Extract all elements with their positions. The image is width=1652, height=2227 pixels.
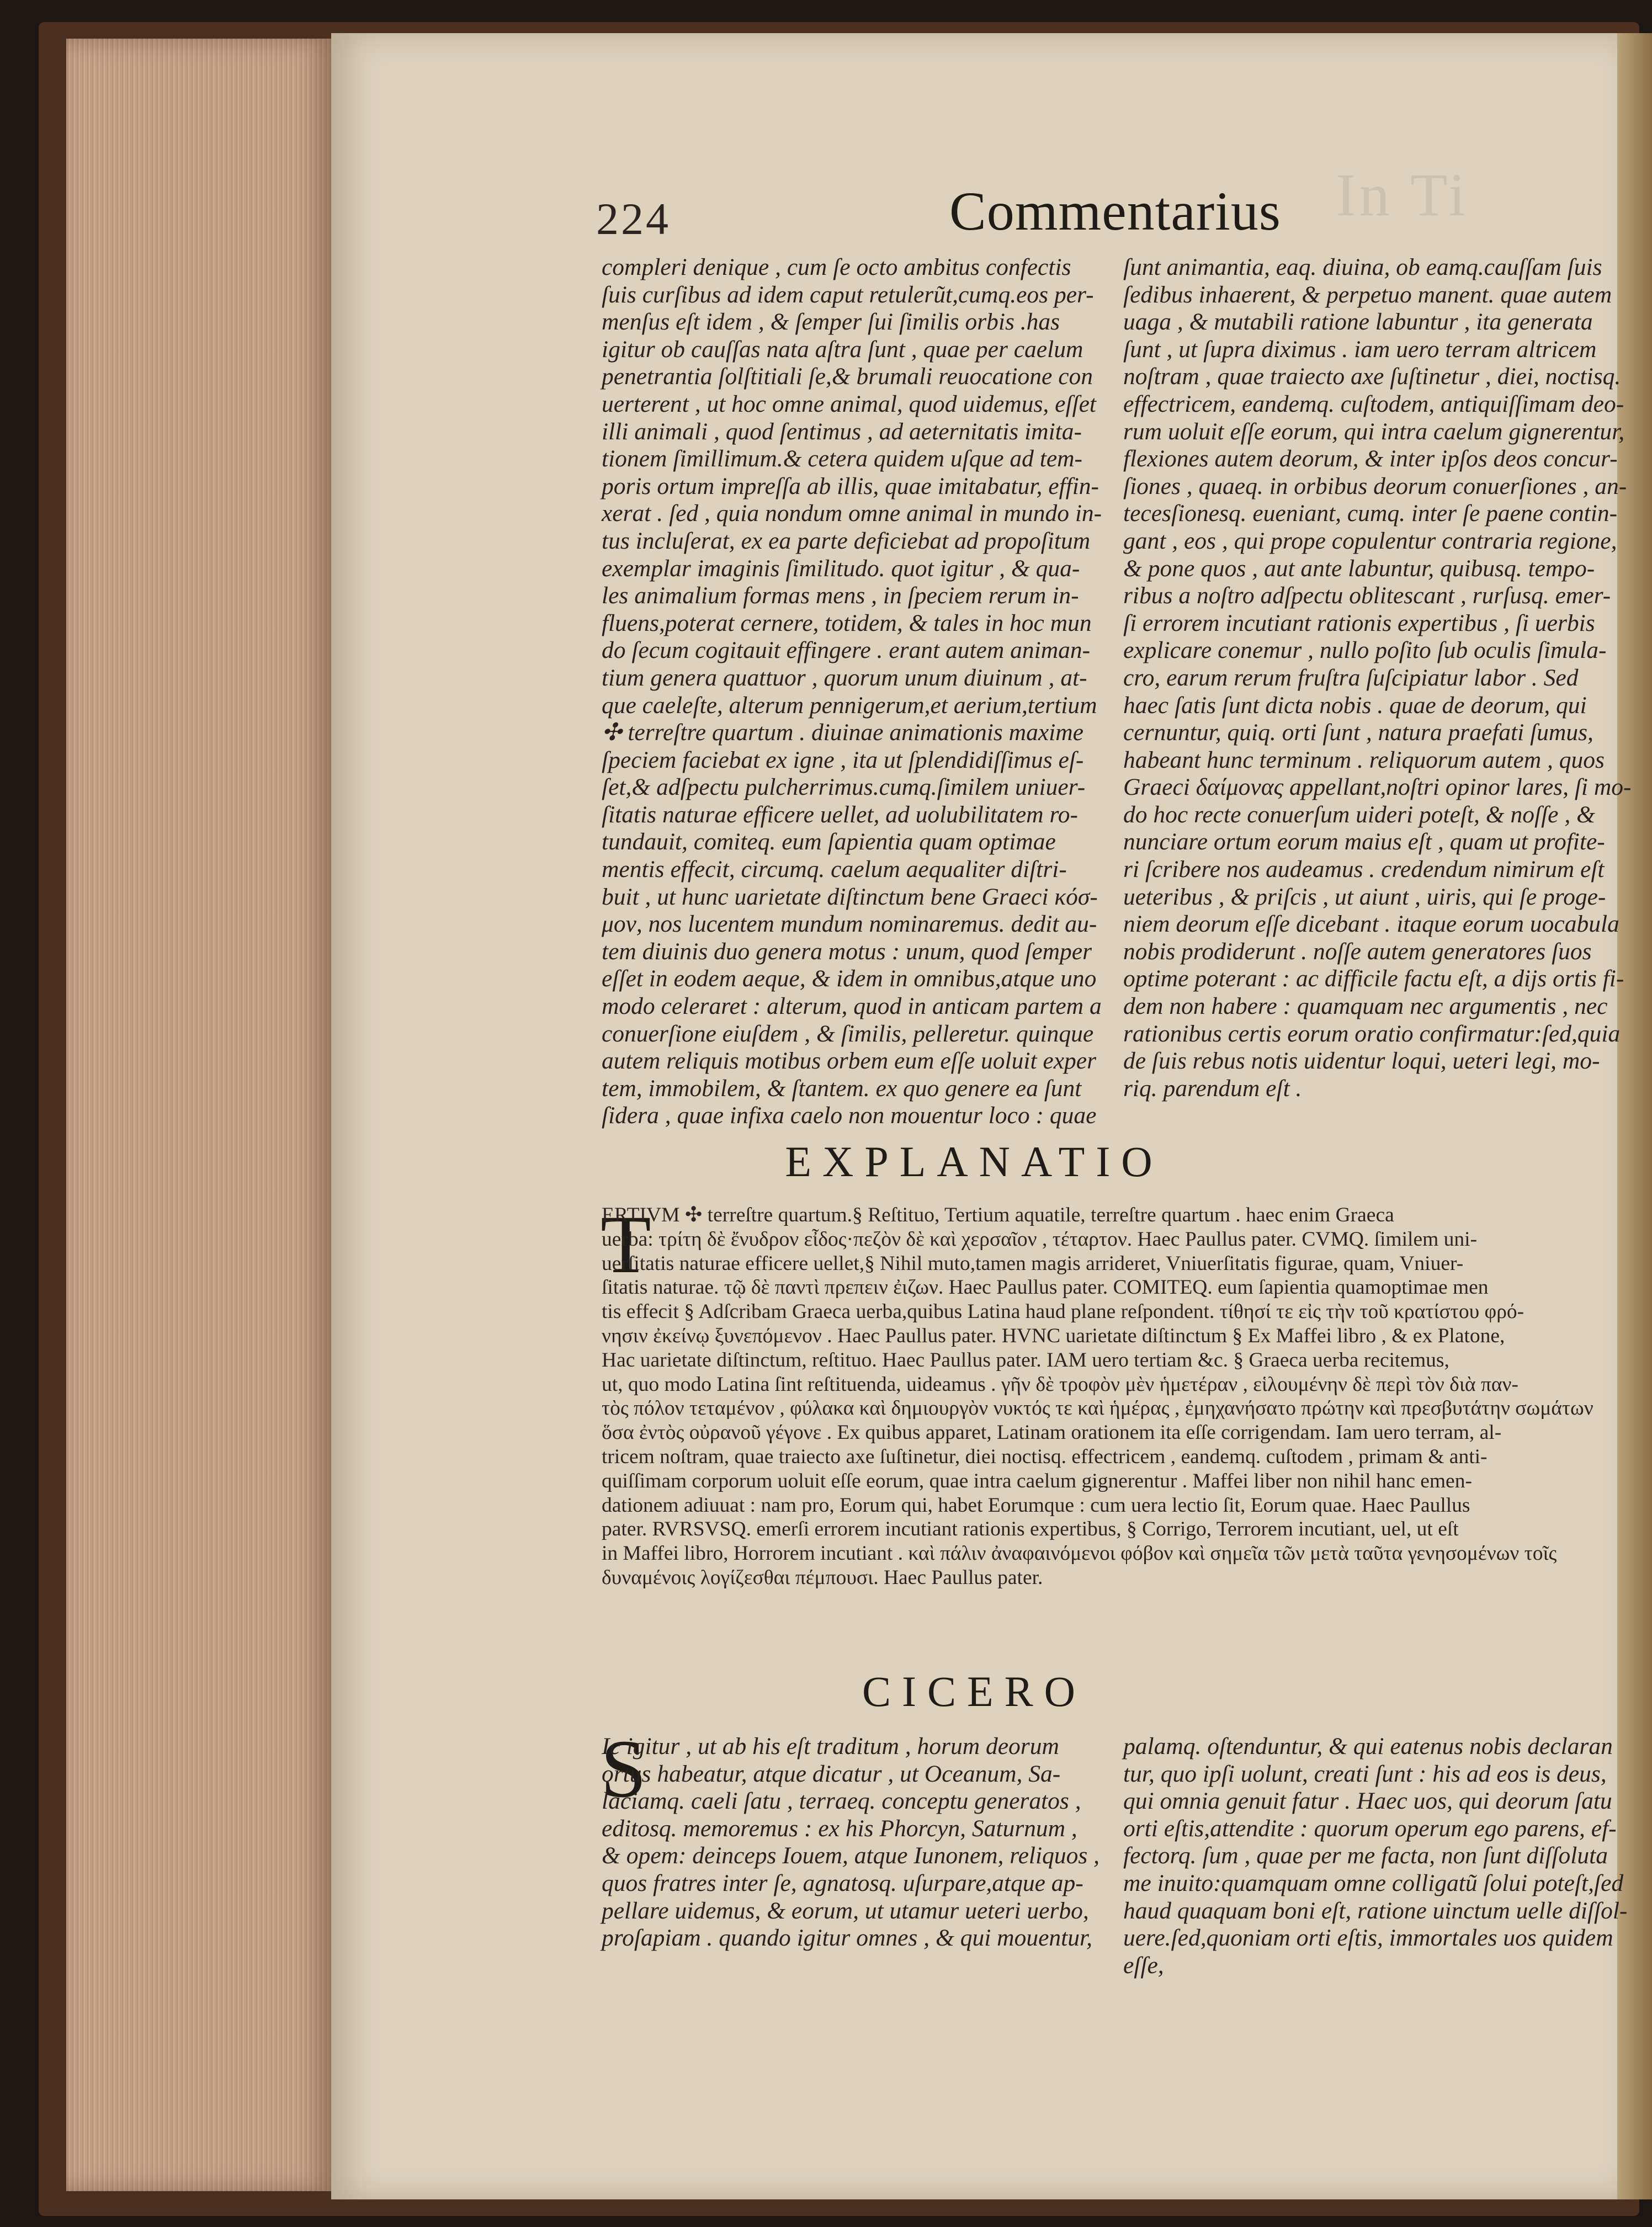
drop-cap-s: S (601, 1723, 647, 1815)
cicero-left-column: Ic igitur , ut ab his eſt traditum , horum deorum ortus habeatur, atque dicatur , ut Oceanum, Sa- laciamq. caeli ſatu , terraeq. conceptu generatos , editosq. memoremus : ex his Phorcyn, Saturnum , & opem: deinceps Iouem, atque Iunonem, reliquos , quos fratres inter ſe, agnatosq. uſurpare,atque ap- pellare uidemus, & eorum, ut utamur ueteri uerbo, proſapiam . quando igitur omnes , & qui mouentur, (602, 1733, 1100, 1952)
book-page (331, 33, 1632, 2199)
explanatio-heading: EXPLANATIO (785, 1138, 1164, 1186)
top-left-column: compleri denique , cum ſe octo ambitus confectis ſuis curſibus ad idem caput retulerũt,cumq.eos per- menſus eſt idem , & ſemper ſui ſimilis orbis .has igitur ob cauſſas nata aſtra ſunt , quae per caelum penetrantia ſolſtitiali ſe,& brumali reuocatione con uerterent , ut hoc omne animal, quod uidemus, eſſet illi animali , quod ſentimus , ad aeternitatis imita- tionem ſimillimum.& cetera quidem uſque ad tem- poris ortum impreſſa ab illis, quae imitabatur, effin- xerat . ſed , quia nondum omne animal in mundo in- tus incluſerat, ex ea parte deficiebat ad propoſitum exemplar imaginis ſimilitudo. quot igitur , & qua- les animalium formas mens , in ſpeciem rerum in- fluens,poterat cernere, totidem, & tales in hoc mun do ſecum cogitauit effingere . erant autem animan- tium genera quattuor , quorum unum diuinum , at- que caeleſte, alterum pennigerum,et aerium,tertium ✣ terreſtre quartum . diuinae animationis maxime ſpeciem faciebat ex igne , ita ut ſplendidiſſimus eſ- ſet,& adſpectu pulcherrimus.cumq.ſimilem uniuer- ſitatis naturae efficere uellet, ad uolubilitatem ro- tundauit, comiteq. eum ſapientia quam optimae mentis effecit, circumq. caelum aequaliter diſtri- buit , ut hunc uarietate diſtinctum bene Graeci κόσ- μον, nos lucentem mundum nominaremus. dedit au- tem diuinis duo genera motus : unum, quod ſemper eſſet in eodem aeque, & idem in omnibus,atque uno modo celeraret : alterum, quod in anticam partem a conuerſione eiuſdem , & ſimilis, pelleretur. quinque autem reliquis motibus orbem eum eſſe uoluit exper tem, immobilem, & ſtantem. ex quo genere ea ſunt ſidera , quae infixa caelo non mouentur loco : quae (602, 254, 1102, 1129)
running-head (596, 179, 1534, 257)
drop-cap-t: T (601, 1199, 651, 1290)
page-edges (66, 39, 331, 2191)
cicero-right-column: palamq. oſtenduntur, & qui eatenus nobis declaran tur, quo ipſi uolunt, creati ſunt : his ad eos is deus, qui omnia genuit fatur . Haec uos, qui deorum ſatu orti eſtis,attendite : quorum operum ego parens, ef- fectorq. ſum , quae per me facta, non ſunt diſſoluta me inuito:quamquam omne colligatũ ſolui poteſt,ſed haud quaquam boni eſt, ratione uinctum uelle diſſol- uere.ſed,quoniam orti eſtis, immortales uos quidem eſſe, (1123, 1733, 1628, 1979)
cicero-heading: CICERO (862, 1667, 1087, 1715)
bleed-through-heading: In Ti (1336, 161, 1469, 228)
page-title: Commentarius (949, 180, 1281, 242)
top-right-column: ſunt animantia, eaq. diuina, ob eamq.cauſſam ſuis ſedibus inhaerent, & perpetuo manent. quae autem uaga , & mutabili ratione labuntur , ita generata ſunt , ut ſupra diximus . iam uero terram altricem noſtram , quae traiecto axe ſuſtinetur , diei, noctisq. effectricem, eandemq. cuſtodem, antiquiſſimam deo- rum uoluit eſſe eorum, qui intra caelum gignerentur, flexiones autem deorum, & inter ipſos deos concur- ſiones , quaeq. in orbibus deorum conuerſiones , an- tecesſionesq. eueniant, cumq. inter ſe paene contin- gant , eos , qui prope copulentur contraria regione, & pone quos , aut ante labuntur, quibusq. tempo- ribus a noſtro adſpectu oblitescant , rurſusq. emer- ſi errorem incutiant rationis expertibus , ſi uerbis explicare conemur , nullo poſito ſub oculis ſimula- cro, earum rerum fruſtra ſuſcipiatur labor . Sed haec ſatis ſunt dicta nobis . quae de deorum, qui cernuntur, quiq. orti ſunt , natura praefati ſumus, habeant hunc terminum . reliquorum autem , quos Graeci δαίμονας appellant,noſtri opinor lares, ſi mo- do hoc recte conuerſum uideri poteſt, & noſſe , & nunciare ortum eorum maius eſt , quam ut profite- ri ſcribere nos audeamus . credendum nimirum eſt ueteribus , & priſcis , ut aiunt , uiris, qui ſe proge- niem deorum eſſe dicebant . itaque eorum uocabula nobis prodiderunt . noſſe autem generatores ſuos optime poterant : ac difficile factu eſt, a dijs ortis fi- dem non habere : quamquam nec argumentis , nec rationibus certis eorum oratio confirmatur:ſed,quia de ſuis rebus notis uidentur loqui, ueteri legi, mo- riq. parendum eſt . (1123, 254, 1632, 1102)
explanatio-text: ERTIVM ✣ terreſtre quartum.§ Reſtituo, Tertium aquatile, terreſtre quartum . haec enim Graeca uerba: τρίτη δὲ ἔνυδρον εἶδος·πεζὸν δὲ καὶ χερσαῖον , τέταρτον. Haec Paullus pater. CVMQ. ſimilem uni- uerſitatis naturae efficere uellet,§ Nihil muto,tamen magis arrideret, Vniuerſitatis figurae, quam, Vniuer- ſitatis naturae. τῷ δὲ παντὶ πρεπειν ἐιζων. Haec Paullus pater. COMITEQ. eum ſapientia quamoptimae men tis effecit § Adſcribam Graeca uerba,quibus Latina haud plane reſpondent. τίθησί τε εἰς τὴν τοῦ κρατίστου φρό- νησιν ἐκείνῳ ξυνεπόμενον . Haec Paullus pater. HVNC uarietate diſtinctum § Ex Maffei libro , & ex Platone, Hac uarietate diſtinctum, reſtituo. Haec Paullus pater. IAM uero tertiam &c. § Graeca uerba recitemus, ut, quo modo Latina ſint reſtituenda, uideamus . γῆν δὲ τροφὸν μὲν ἡμετέραν , εἱλουμένην δὲ περὶ τὸν διὰ παν- τὸς πόλον τεταμένον , φύλακα καὶ δημιουργὸν νυκτός τε καὶ ἡμέρας , ἐμηχανήσατο πρώτην καὶ πρεσβυτάτην σωμάτων ὅσα ἐντὸς οὐρανοῦ γέγονε . Ex quibus apparet, Latinam orationem ita eſſe corrigendam. Iam uero terram, al- tricem noſtram, quae traiecto axe ſuſtinetur, diei noctisq. effectricem , eandemq. cuſtodem , primam & anti- quiſſimam corporum uoluit eſſe eorum, quae intra caelum gignerentur . Maffei liber non nihil hanc emen- dationem adiuuat : nam pro, Eorum qui, habet Eorumque : cum uera lectio ſit, Eorum quae. Haec Paullus pater. RVRSVSQ. emerſi errorem incutiant rationis expertibus, § Corrigo, Terrorem incutiant, uel, ut eſt in Maffei libro, Horrorem incutiant . καὶ πάλιν ἀναφαινόμενοι φόβον καὶ σημεῖα τῶν μετὰ ταῦτα γενησομένων τοῖς δυναμένοις λογίζεσθαι πέμπουσι. Haec Paullus pater. (602, 1204, 1593, 1589)
page-number: 224 (596, 194, 671, 244)
